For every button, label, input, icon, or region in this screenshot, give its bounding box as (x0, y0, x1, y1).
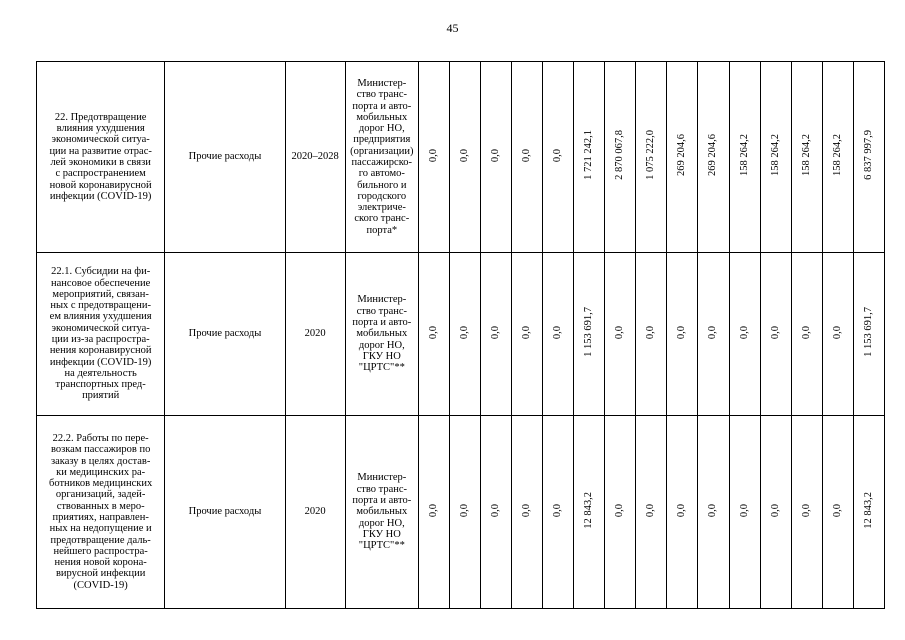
measure-description-line: приятиях, направлен- (52, 512, 149, 523)
value-cell (418, 253, 449, 416)
measure-description-line: нансовое обеспечение (51, 277, 151, 289)
value-cell (481, 253, 512, 416)
value-cell (449, 62, 480, 253)
value-text: 1 153 691,7 (583, 307, 595, 358)
executor-cell (345, 253, 418, 416)
value-cell (512, 62, 543, 253)
value-text: 0,0 (521, 148, 533, 162)
table-row (37, 416, 885, 609)
table-row (37, 62, 885, 253)
value-cell (418, 62, 449, 253)
value-text: 0,0 (676, 325, 688, 339)
value-text: 0,0 (458, 325, 470, 339)
measure-description-line: 22.2. Работы по пере- (52, 432, 149, 444)
executor-cell-line: пассажирско- (351, 157, 413, 168)
value-cell (853, 253, 884, 416)
value-text: 0,0 (490, 325, 502, 339)
value-cell (449, 253, 480, 416)
value-text: 0,0 (645, 503, 657, 517)
executor-cell-line: "ЦРТС"** (358, 362, 405, 374)
measure-description-line: (COVID-19) (73, 579, 128, 591)
value-cell (574, 62, 605, 253)
measure-description-line: заказу в целях достав- (50, 455, 151, 467)
value-cell (822, 253, 853, 416)
executor-cell-line: ство транс- (356, 483, 408, 495)
value-cell (481, 416, 512, 609)
executor-cell-line: предприятия (353, 134, 411, 146)
value-text: 12 843,2 (583, 491, 595, 529)
value-cell (605, 416, 636, 609)
value-cell (543, 62, 574, 253)
measure-description-line: возкам пассажиров по (50, 444, 151, 456)
value-text: 0,0 (614, 325, 626, 339)
value-cell (605, 62, 636, 253)
value-cell (698, 253, 729, 416)
executor-cell-line: (организации) (350, 145, 414, 157)
executor-cell-line: мобильных (356, 328, 408, 340)
value-cell (574, 416, 605, 609)
measure-description-line: нения коронавирусной (49, 345, 152, 357)
measure-description (37, 62, 165, 253)
measure-description-line: мероприятий, связан- (52, 288, 149, 300)
expense-type-cell: Прочие расходы (165, 416, 285, 609)
executor-cell-line: дорог НО, (358, 123, 405, 135)
measure-description-line: влияния ухудшения (56, 123, 145, 135)
value-cell (512, 416, 543, 609)
measure-description-line: ции из-за распростра- (51, 334, 150, 345)
executor-cell (345, 416, 418, 609)
executor-cell-line: Министер- (357, 77, 407, 89)
value-text: 1 721 242,1 (583, 130, 595, 181)
executor-cell-line: мобильных (356, 506, 408, 518)
value-text: 12 843,2 (862, 491, 874, 529)
measure-description (37, 416, 165, 609)
value-text: 269 204,6 (707, 134, 719, 177)
value-text: 0,0 (800, 325, 812, 339)
measure-description-line: нения новой корона- (54, 557, 147, 569)
measure-description-line: ции на развитие отрас- (49, 145, 152, 157)
value-cell (760, 253, 791, 416)
value-cell (449, 416, 480, 609)
value-cell (667, 416, 698, 609)
measure-description-line: 22. Предотвращение (54, 111, 147, 123)
executor-cell-line: ство транс- (356, 89, 408, 101)
value-text: 0,0 (427, 325, 439, 339)
table-row (37, 253, 885, 416)
executor-cell (345, 62, 418, 253)
period-cell: 2020–2028 (285, 62, 345, 253)
value-cell (791, 62, 822, 253)
value-cell (822, 416, 853, 609)
executor-cell-line: порта и авто- (352, 317, 412, 329)
executor-cell-line: порта и авто- (352, 100, 412, 112)
value-text: 1 153 691,7 (862, 307, 874, 358)
executor-cell-line: мобильных (356, 111, 408, 123)
value-text: 158 264,2 (738, 134, 750, 177)
value-cell (698, 416, 729, 609)
value-cell (418, 416, 449, 609)
value-cell (760, 416, 791, 609)
page-number: 45 (446, 21, 459, 35)
value-cell (667, 62, 698, 253)
value-text: 0,0 (521, 325, 533, 339)
value-text: 0,0 (769, 503, 781, 517)
value-cell (512, 253, 543, 416)
value-cell (729, 253, 760, 416)
executor-cell-line: электриче- (357, 202, 406, 214)
measure-description-line: инфекции (COVID-19) (49, 190, 152, 202)
measure-description-line: экономической ситуа- (51, 134, 150, 146)
value-cell (853, 416, 884, 609)
value-text: 1 075 222,0 (645, 130, 657, 181)
value-text: 0,0 (552, 503, 564, 517)
value-cell (543, 253, 574, 416)
expense-type-cell: Прочие расходы (165, 253, 285, 416)
measure-description-line: лей экономики в связи (50, 157, 151, 168)
value-text: 0,0 (707, 503, 719, 517)
value-text: 0,0 (427, 503, 439, 517)
value-text: 0,0 (458, 148, 470, 162)
executor-cell-line: ГКУ НО (362, 350, 401, 362)
executor-cell-line: Министер- (357, 294, 407, 306)
measure-description-line: инфекции (COVID-19) (49, 356, 152, 368)
value-text: 0,0 (738, 325, 750, 339)
value-text: 0,0 (738, 503, 750, 517)
value-text: 0,0 (676, 503, 688, 517)
value-cell (822, 62, 853, 253)
value-text: 269 204,6 (676, 134, 688, 177)
measure-description-line: ем влияния ухудшения (49, 311, 152, 323)
measure-description-line: транспортных пред- (55, 379, 146, 391)
measure-description-line: ствованных в меро- (56, 500, 145, 512)
value-text: 0,0 (552, 148, 564, 162)
value-cell (667, 253, 698, 416)
executor-cell-line: городского (357, 190, 407, 202)
measure-description-line: ки медицинских ра- (56, 466, 146, 478)
executor-cell-line: дорог НО, (358, 517, 405, 529)
value-text: 0,0 (800, 503, 812, 517)
measure-description-line: на деятельность (64, 367, 137, 379)
value-cell (605, 253, 636, 416)
measure-description-line: организаций, задей- (55, 489, 146, 501)
executor-cell-line: го автомо- (358, 168, 405, 180)
value-text: 0,0 (831, 325, 843, 339)
value-cell (729, 62, 760, 253)
value-text: 0,0 (614, 503, 626, 517)
value-text: 0,0 (458, 503, 470, 517)
value-text: 6 837 997,9 (862, 130, 874, 181)
measure-description-line: ных с предотвращени- (50, 300, 151, 312)
value-text: 2 870 067,8 (614, 130, 626, 181)
executor-cell-line: порта* (366, 224, 398, 236)
value-text: 0,0 (707, 325, 719, 339)
executor-cell-line: Министер- (357, 472, 407, 484)
value-text: 0,0 (490, 148, 502, 162)
value-cell (636, 62, 667, 253)
executor-cell-line: порта и авто- (352, 495, 412, 507)
value-text: 158 264,2 (800, 134, 812, 177)
value-cell (574, 253, 605, 416)
value-text: 0,0 (769, 325, 781, 339)
value-text: 0,0 (521, 503, 533, 517)
executor-cell-line: бильного и (357, 179, 407, 191)
period-cell: 2020 (285, 416, 345, 609)
value-text: 0,0 (490, 503, 502, 517)
value-text: 0,0 (831, 503, 843, 517)
value-text: 0,0 (645, 325, 657, 339)
value-text: 0,0 (427, 148, 439, 162)
value-text: 158 264,2 (769, 134, 781, 177)
measure-description-line: с распространением (55, 168, 146, 180)
value-text: 158 264,2 (831, 134, 843, 177)
executor-cell-line: дорог НО, (358, 339, 405, 351)
measure-description-line: экономической ситуа- (51, 322, 150, 334)
value-cell (481, 62, 512, 253)
value-cell (791, 416, 822, 609)
measure-description-line: ных на недопущение и (49, 523, 152, 535)
value-cell (636, 416, 667, 609)
measure-description-line: предотвращение даль- (50, 534, 151, 546)
executor-cell-line: ского транс- (354, 213, 410, 225)
value-cell (543, 416, 574, 609)
period-cell: 2020 (285, 253, 345, 416)
measure-description-line: новой коронавирусной (49, 179, 152, 191)
value-text: 0,0 (552, 325, 564, 339)
measure-description-line: нейшего распростра- (53, 545, 148, 557)
value-cell (636, 253, 667, 416)
executor-cell-line: ство транс- (356, 305, 408, 317)
value-cell (729, 416, 760, 609)
value-cell (698, 62, 729, 253)
measure-description-line: вирусной инфекции (55, 568, 146, 580)
expense-type-cell: Прочие расходы (165, 62, 285, 253)
measure-description-line: ботников медицинских (48, 478, 153, 490)
executor-cell-line: "ЦРТС"** (358, 540, 405, 552)
value-cell (791, 253, 822, 416)
executor-cell-line: ГКУ НО (362, 528, 401, 540)
program-table (36, 61, 885, 609)
value-cell (760, 62, 791, 253)
value-cell (853, 62, 884, 253)
measure-description (37, 253, 165, 416)
measure-description-line: приятий (82, 390, 120, 402)
measure-description-line: 22.1. Субсидии на фи- (51, 266, 151, 278)
